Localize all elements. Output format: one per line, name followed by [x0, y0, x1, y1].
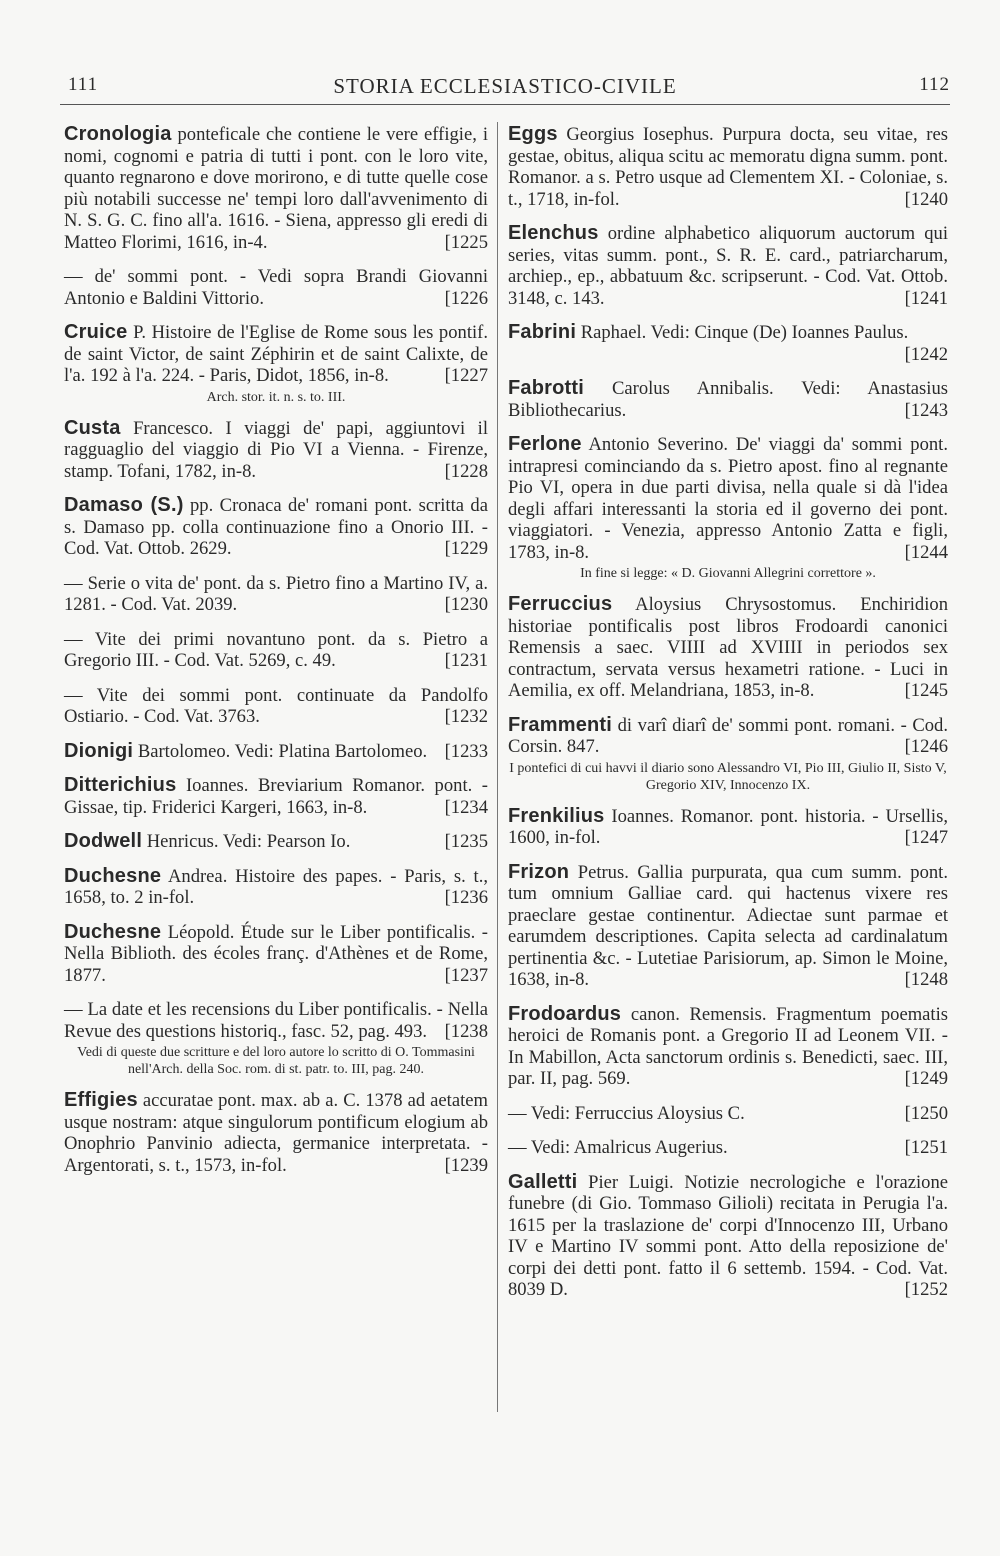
- entry-text: di varî diarî de' sommi pont. romani. - Cod. Corsin. 847.: [508, 714, 948, 757]
- entry-text: Henricus. Vedi: Pearson Io.: [146, 831, 351, 852]
- entry-text: canon. Remensis. Fragmentum poematis heroici de Romanis pont. a Gregorio II ad Leonem VII. - In Mabillon, Acta sanctorum ordinis s. Benedicti, saec. III, par. II, pag. 569.: [508, 1003, 948, 1089]
- entry-headword: Duchesne: [64, 920, 162, 943]
- entry-text: pp. Cronaca de' romani pont. scritta da s. Damaso pp. colla continuazione fino a Onorio III. - Cod. Vat. Ottob. 2629.: [64, 495, 488, 559]
- entry-number: [1252: [904, 1279, 948, 1300]
- bibliography-entry: [508, 594, 948, 702]
- entry-headword: Duchesne: [64, 864, 162, 887]
- entry-number: [1227: [444, 365, 488, 386]
- page-number-right: 112: [919, 74, 950, 95]
- bibliography-entry: [508, 1004, 948, 1090]
- bibliography-entry: [508, 1172, 948, 1301]
- entry-number: [1248: [904, 969, 948, 990]
- entry-text: ponteficale che contiene le vere effigie, i nomi, cognomi e patria di tutti i pont. con le loro vite, quanto regnarono e dove morirono, e di tutte quelle cose più notabili successe ne' tempi loro dall'avvenimento di N. S. G. C. fino all'a. 1616. - Siena, appresso gli eredi di Matteo Florimi, 1616, in-4.: [64, 124, 488, 253]
- bibliography-entry: [508, 124, 948, 210]
- bibliography-entry: [64, 685, 488, 728]
- entry-note: Vedi di queste due scritture e del loro autore lo scritto di O. Tommasini nell'Arch. della Soc. rom. di st. patr. to. III, pag. 240.: [77, 1045, 475, 1077]
- entry-number: [1250: [904, 1102, 948, 1124]
- entry-number: [1231: [444, 650, 488, 671]
- left-column: [64, 124, 488, 1486]
- bibliography-entry: [508, 322, 948, 365]
- entry-text: Antonio Severino. De' viaggi da' sommi pont. intrapresi cominciando da s. Pietro apost. fino al regnante Pio VI, opera in due parti divisa, nella quale si dà l'idea degli affari interessanti la storia ed il governo dei pont. viaggiatori. - Venezia, appresso Antonio Zatta e figli, 1783, in-8.: [508, 434, 948, 563]
- entry-text: — Vite dei primi novantuno pont. da s. Pietro a Gregorio III. - Cod. Vat. 5269, c. 49.: [64, 628, 488, 671]
- entry-text: Raphael. Vedi: Cinque (De) Ioannes Paulus.: [580, 322, 909, 343]
- bibliography-entry: [508, 378, 948, 421]
- entry-headword: Galletti: [508, 1170, 578, 1193]
- entry-number: [1235: [444, 831, 488, 852]
- entry-number: [1247: [904, 827, 948, 848]
- entry-text: Petrus. Gallia purpurata, qua cum summ. pont. tum omnium Galliae card. qui hactenus vixere res praeclare gestae continentur. Adiectae sunt parmae et earumdem descriptiones. Capita selecta ad cardinalatum pertinentia &c. - Lutetiae Parisiorum, ap. Simon le Moine, 1638, in-8.: [508, 861, 948, 990]
- column-divider: [497, 122, 498, 1412]
- bibliography-entry: [64, 741, 488, 763]
- entry-number: [1245: [904, 680, 948, 701]
- entry-text: ordine alphabetico aliquorum auctorum qui series, vitas summ. pont., S. R. E. card., patriarcharum, archiep., ep., abbatuum &c. scripserunt. - Cod. Vat. Ottob. 3148, c. 143.: [508, 223, 948, 309]
- entry-note: I pontefici di cui havvi il diario sono Alessandro VI, Pio III, Giulio II, Sisto V, Gregorio XIV, Innocenzo IX.: [509, 760, 947, 793]
- entry-headword: Frodoardus: [508, 1002, 622, 1025]
- entry-number: [1242: [904, 343, 948, 365]
- entry-text: Aloysius Chrysostomus. Enchiridion historiae pontificalis post libros Frodoardi canonici Remensis a saec. VIIII ad XVIIII in periodos sex contractum, servata versus hexametri ratione. - Luci in Aemilia, ex off. Melandriana, 1853, in-8.: [508, 594, 948, 701]
- entry-number: [1238: [444, 1020, 488, 1042]
- bibliography-entry: [64, 831, 488, 853]
- entry-text: — Vedi: Amalricus Augerius.: [508, 1137, 728, 1158]
- entry-headword: Custa: [64, 416, 121, 439]
- entry-text: Léopold. Étude sur le Liber pontificalis. - Nella Biblioth. des écoles franç. d'Athènes et de Rome, 1877.: [64, 921, 488, 986]
- entry-headword: Frizon: [508, 860, 570, 883]
- bibliography-entry: [508, 1137, 948, 1159]
- entry-text: Georgius Iosephus. Purpura docta, seu vitae, res gestae, obitus, aliqua scitu ac memoratu digna summ. pont. Romanor. a s. Petro usque ad Clementem XI. - Coloniae, s. t., 1718, in-fol.: [508, 124, 948, 210]
- entry-headword: Effigies: [64, 1089, 138, 1111]
- bibliography-entry: [508, 715, 948, 758]
- entry-number: [1249: [904, 1068, 948, 1089]
- entry-text: Bartolomeo. Vedi: Platina Bartolomeo.: [137, 740, 428, 762]
- entry-number: [1239: [444, 1154, 488, 1176]
- entry-headword: Damaso (S.): [64, 494, 184, 516]
- entry-headword: Ditterichius: [64, 774, 177, 796]
- entry-number: [1241: [904, 287, 948, 309]
- bibliography-entry: [508, 223, 948, 309]
- entry-number: [1225: [444, 231, 488, 253]
- entry-text: accuratae pont. max. ab a. C. 1378 ad aetatem usque nostram: atque singulorum pontificum elogium ab Onophrio Panvinio adiecta, germanice interpretata. - Argentorati, s. t., 1573, in-fol.: [64, 1090, 488, 1176]
- entry-headword: Cruice: [64, 321, 128, 343]
- entry-headword: Fabrini: [508, 321, 577, 343]
- entry-headword: Elenchus: [508, 222, 599, 244]
- entry-number: [1243: [904, 399, 948, 421]
- entry-number: [1240: [904, 188, 948, 210]
- page-header: [60, 70, 950, 105]
- entry-text: — Serie o vita de' pont. da s. Pietro fino a Martino IV, a. 1281. - Cod. Vat. 2039.: [64, 572, 488, 615]
- entry-headword: Ferruccius: [508, 593, 613, 615]
- bibliography-entry: [508, 806, 948, 849]
- entry-headword: Frammenti: [508, 713, 613, 736]
- bibliography-entry: [508, 862, 948, 991]
- bibliography-entry: [64, 124, 488, 253]
- entry-text: Carolus Annibalis. Vedi: Anastasius Bibliothecarius.: [508, 378, 948, 421]
- entry-headword: Dodwell: [64, 830, 143, 852]
- entry-text: Andrea. Histoire des papes. - Paris, s. t., 1658, to. 2 in-fol.: [64, 865, 488, 908]
- entry-text: Francesco. I viaggi de' papi, aggiuntovi il ragguaglio del viaggio di Pio VI a Vienna. - Firenze, stamp. Tofani, 1782, in-8.: [64, 417, 488, 482]
- entry-text: P. Histoire de l'Eglise de Rome sous les pontif. de saint Victor, de saint Zéphirin et de saint Calixte, de l'a. 192 à l'a. 224. - Paris, Didot, 1856, in-8.: [64, 322, 488, 386]
- entry-text: — La date et les recensions du Liber pontificalis. - Nella Revue des questions historiq., fasc. 52, pag. 493.: [64, 999, 488, 1042]
- entry-note: In fine si legge: « D. Giovanni Allegrini correttore ».: [580, 566, 876, 581]
- bibliography-entry: [64, 775, 488, 818]
- entry-headword: Eggs: [508, 123, 558, 145]
- entry-headword: Cronologia: [64, 123, 172, 145]
- bibliography-entry: [64, 1090, 488, 1176]
- entry-number: [1237: [444, 964, 488, 986]
- bibliography-entry: [64, 629, 488, 672]
- entry-headword: Dionigi: [64, 739, 134, 762]
- entry-note: Arch. stor. it. n. s. to. III.: [206, 389, 346, 405]
- bibliography-entry: [64, 495, 488, 560]
- entry-number: [1251: [904, 1137, 948, 1158]
- entry-number: [1246: [904, 736, 948, 757]
- bibliography-entry: [508, 1103, 948, 1125]
- entry-headword: Frenkilius: [508, 804, 605, 827]
- entry-number: [1230: [444, 594, 488, 615]
- entry-number: [1226: [444, 287, 488, 309]
- bibliography-entry: [64, 999, 488, 1042]
- bibliography-entry: [64, 266, 488, 309]
- entry-number: [1232: [444, 706, 488, 727]
- entry-text: — Vite dei sommi pont. continuate da Pandolfo Ostiario. - Cod. Vat. 3763.: [64, 684, 488, 727]
- bibliography-entry: [64, 573, 488, 616]
- entry-text: Pier Luigi. Notizie necrologiche e l'orazione funebre (di Gio. Tommaso Gilioli) recitata in Perugia l'a. 1615 per la traslazione de' corpi d'Innocenzo III, Urbano IV e Martino IV sommi pont. Atto della reposizione de' corpi dei detti pont. fatto il 6 settemb. 1594. - Cod. Vat. 8039 D.: [508, 1171, 948, 1300]
- running-title: STORIA ECCLESIASTICO-CIVILE: [333, 74, 677, 98]
- entry-number: [1236: [444, 887, 488, 908]
- page-number-left: 111: [68, 74, 99, 95]
- entry-headword: Ferlone: [508, 433, 582, 455]
- entry-number: [1229: [444, 538, 488, 559]
- bibliography-entry: [508, 434, 948, 563]
- entry-text: Ioannes. Breviarium Romanor. pont. - Gissae, tip. Friderici Kargeri, 1663, in-8.: [64, 775, 488, 818]
- entry-number: [1233: [444, 740, 488, 762]
- bibliography-entry: [64, 922, 488, 987]
- bibliography-entry: [64, 866, 488, 909]
- entry-text: Ioannes. Romanor. pont. historia. - Ursellis, 1600, in-fol.: [508, 805, 948, 848]
- right-column: [508, 124, 948, 1486]
- bibliography-entry: [64, 418, 488, 483]
- entry-number: [1234: [444, 796, 488, 818]
- entry-text: — de' sommi pont. - Vedi sopra Brandi Giovanni Antonio e Baldini Vittorio.: [64, 266, 488, 309]
- entry-number: [1244: [904, 541, 948, 563]
- entry-text: — Vedi: Ferruccius Aloysius C.: [508, 1102, 745, 1124]
- bibliography-entry: [64, 322, 488, 387]
- entry-number: [1228: [444, 460, 488, 482]
- entry-headword: Fabrotti: [508, 377, 585, 399]
